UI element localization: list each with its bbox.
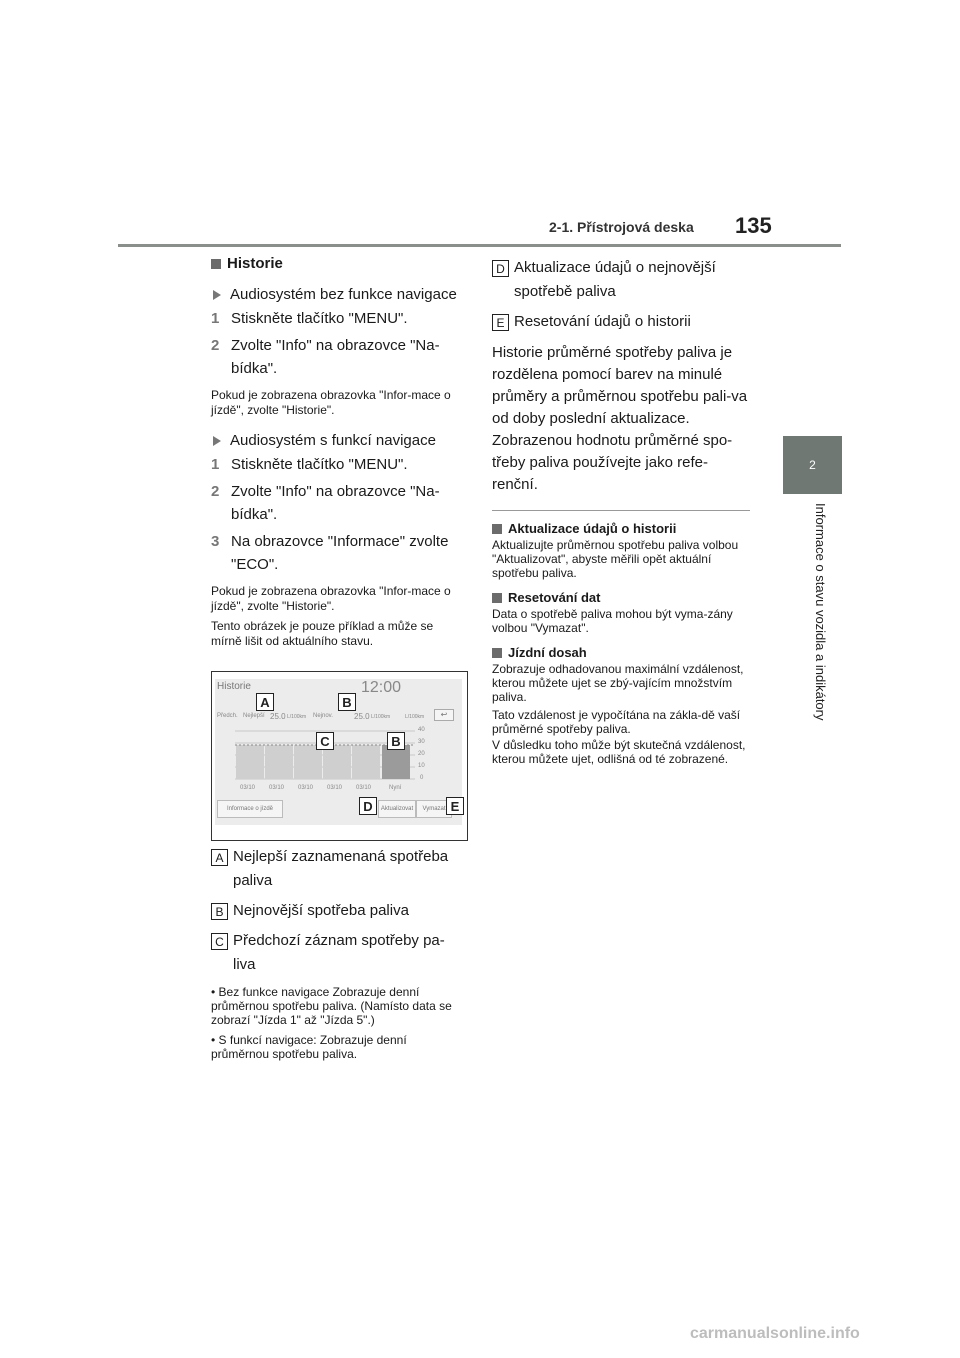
section-body: V důsledku toho může být skutečná vzdálenost, kterou můžete ujet, odlišná od té zobrazené. bbox=[492, 738, 746, 766]
step: 3 Na obrazovce "Informace" zvolte "ECO". bbox=[211, 533, 449, 573]
header-rule bbox=[118, 244, 841, 247]
bar-current bbox=[382, 745, 410, 779]
watermark: carmanualsonline.info bbox=[690, 1325, 860, 1342]
label-item-a: A Nejlepší zaznamenaná spotřeba paliva bbox=[211, 845, 466, 893]
right-column bbox=[492, 256, 750, 766]
y-tick: 40 bbox=[418, 727, 425, 733]
history-description: Historie průměrné spotřeby paliva je rozdělena pomocí barev na minulé průměry a průměrnou spotřebu pali-va od doby poslední aktualizace. Zobrazenou hodnotu průměrné spo-třeby paliva používejte jako refe-renční. bbox=[492, 344, 748, 493]
bar bbox=[265, 745, 293, 779]
prev-label: Předch. bbox=[217, 713, 238, 719]
best-label: Nejlepší bbox=[243, 713, 265, 719]
bar bbox=[294, 745, 322, 779]
history-screen-figure bbox=[211, 671, 468, 841]
callout-d: D bbox=[359, 797, 377, 815]
square-bullet-icon bbox=[492, 593, 502, 603]
bar bbox=[352, 745, 380, 779]
date-label: 03/10 bbox=[240, 785, 256, 791]
triangle-bullet-icon bbox=[213, 436, 221, 446]
bar bbox=[323, 745, 351, 779]
left-labels bbox=[211, 845, 466, 1061]
update-button[interactable]: Aktualizovat bbox=[378, 800, 416, 818]
callout-a: A bbox=[256, 693, 274, 711]
section-heading: Resetování dat bbox=[492, 590, 750, 605]
section-heading: Jízdní dosah bbox=[492, 645, 750, 660]
subheading-with-nav: Audiosystém s funkcí navigace bbox=[211, 432, 466, 449]
now-label: Nyní bbox=[389, 785, 402, 791]
date-label: 03/10 bbox=[327, 785, 343, 791]
label-item-c: C Předchozí záznam spotřeby pa-liva bbox=[211, 929, 466, 977]
left-column bbox=[211, 255, 466, 649]
step: 2 Zvolte "Info" na obrazovce "Na-bídka". bbox=[211, 337, 440, 377]
note: Pokud je zobrazena obrazovka "Infor-mace o jízdě", zvolte "Historie". bbox=[211, 584, 451, 613]
latest-label: Nejnov. bbox=[313, 713, 333, 719]
date-label: 03/10 bbox=[298, 785, 314, 791]
label-item-e: E Resetování údajů o historii bbox=[492, 310, 750, 334]
step: 1 Stiskněte tlačítko "MENU". bbox=[211, 310, 408, 327]
section-title: 2-1. Přístrojová deska bbox=[549, 219, 694, 235]
delete-button[interactable]: Vymazat bbox=[416, 800, 452, 818]
callout-b: B bbox=[338, 693, 356, 711]
back-button[interactable]: ↩ bbox=[434, 709, 454, 721]
section-body: Zobrazuje odhadovanou maximální vzdálenost, kterou můžete ujet se zbý-vajícím množstvím paliva. bbox=[492, 662, 744, 704]
y-tick: 10 bbox=[418, 763, 425, 769]
y-tick: 30 bbox=[418, 739, 425, 745]
chapter-title-vertical: Informace o stavu vozidla a indikátory bbox=[813, 503, 828, 721]
latest-value: 25.0 bbox=[354, 712, 370, 721]
section-heading: Aktualizace údajů o historii bbox=[492, 521, 750, 536]
heading-historie: Historie bbox=[211, 255, 466, 272]
square-bullet-icon bbox=[492, 648, 502, 658]
section-body: Tato vzdálenost je vypočítána na zákla-dě vaší průměrné spotřeby paliva. bbox=[492, 708, 741, 736]
note: Pokud je zobrazena obrazovka "Infor-mace o jízdě", zvolte "Historie". bbox=[211, 388, 451, 417]
label-item-d: D Aktualizace údajů o nejnovější spotřebě paliva bbox=[492, 256, 750, 304]
callout-e: E bbox=[446, 797, 464, 815]
label-item-b: B Nejnovější spotřeba paliva bbox=[211, 899, 466, 923]
divider bbox=[492, 510, 750, 511]
latest-unit: L/100km bbox=[371, 714, 391, 720]
page-number: 135 bbox=[735, 213, 772, 238]
bullet-no-nav: • Bez funkce navigace Zobrazuje denní průměrnou spotřebu paliva. (Namísto data se zobrazí "Jízda 1" až "Jízda 5".) bbox=[211, 985, 452, 1027]
subheading-no-nav: Audiosystém bez funkce navigace bbox=[211, 286, 466, 303]
screen-title: Historie bbox=[217, 681, 251, 692]
y-tick: 20 bbox=[418, 751, 425, 757]
date-label: 03/10 bbox=[356, 785, 372, 791]
note: Tento obrázek je pouze příklad a může se mírně lišit od aktuálního stavu. bbox=[211, 619, 434, 648]
callout-b-2: B bbox=[387, 732, 405, 750]
section-body: Aktualizujte průměrnou spotřebu paliva volbou "Aktualizovat", abyste měřili opět aktuální spotřebu paliva. bbox=[492, 538, 739, 580]
chapter-tab: 2 bbox=[783, 436, 842, 494]
best-unit: L/100km bbox=[287, 714, 307, 720]
step: 1 Stiskněte tlačítko "MENU". bbox=[211, 456, 408, 473]
square-bullet-icon bbox=[211, 259, 221, 269]
bullet-with-nav: • S funkcí navigace: Zobrazuje denní průměrnou spotřebu paliva. bbox=[211, 1033, 407, 1061]
best-value: 25.0 bbox=[270, 712, 286, 721]
date-label: 03/10 bbox=[269, 785, 285, 791]
screen-clock: 12:00 bbox=[361, 679, 402, 696]
y-tick: 0 bbox=[420, 775, 424, 781]
section-body: Data o spotřebě paliva mohou být vyma-zány volbou "Vymazat". bbox=[492, 607, 733, 635]
axis-unit: L/100km bbox=[405, 714, 425, 720]
trip-info-button[interactable]: Informace o jízdě bbox=[217, 800, 283, 818]
triangle-bullet-icon bbox=[213, 290, 221, 300]
square-bullet-icon bbox=[492, 524, 502, 534]
callout-c: C bbox=[316, 732, 334, 750]
bar bbox=[236, 745, 264, 779]
step: 2 Zvolte "Info" na obrazovce "Na-bídka". bbox=[211, 483, 440, 523]
